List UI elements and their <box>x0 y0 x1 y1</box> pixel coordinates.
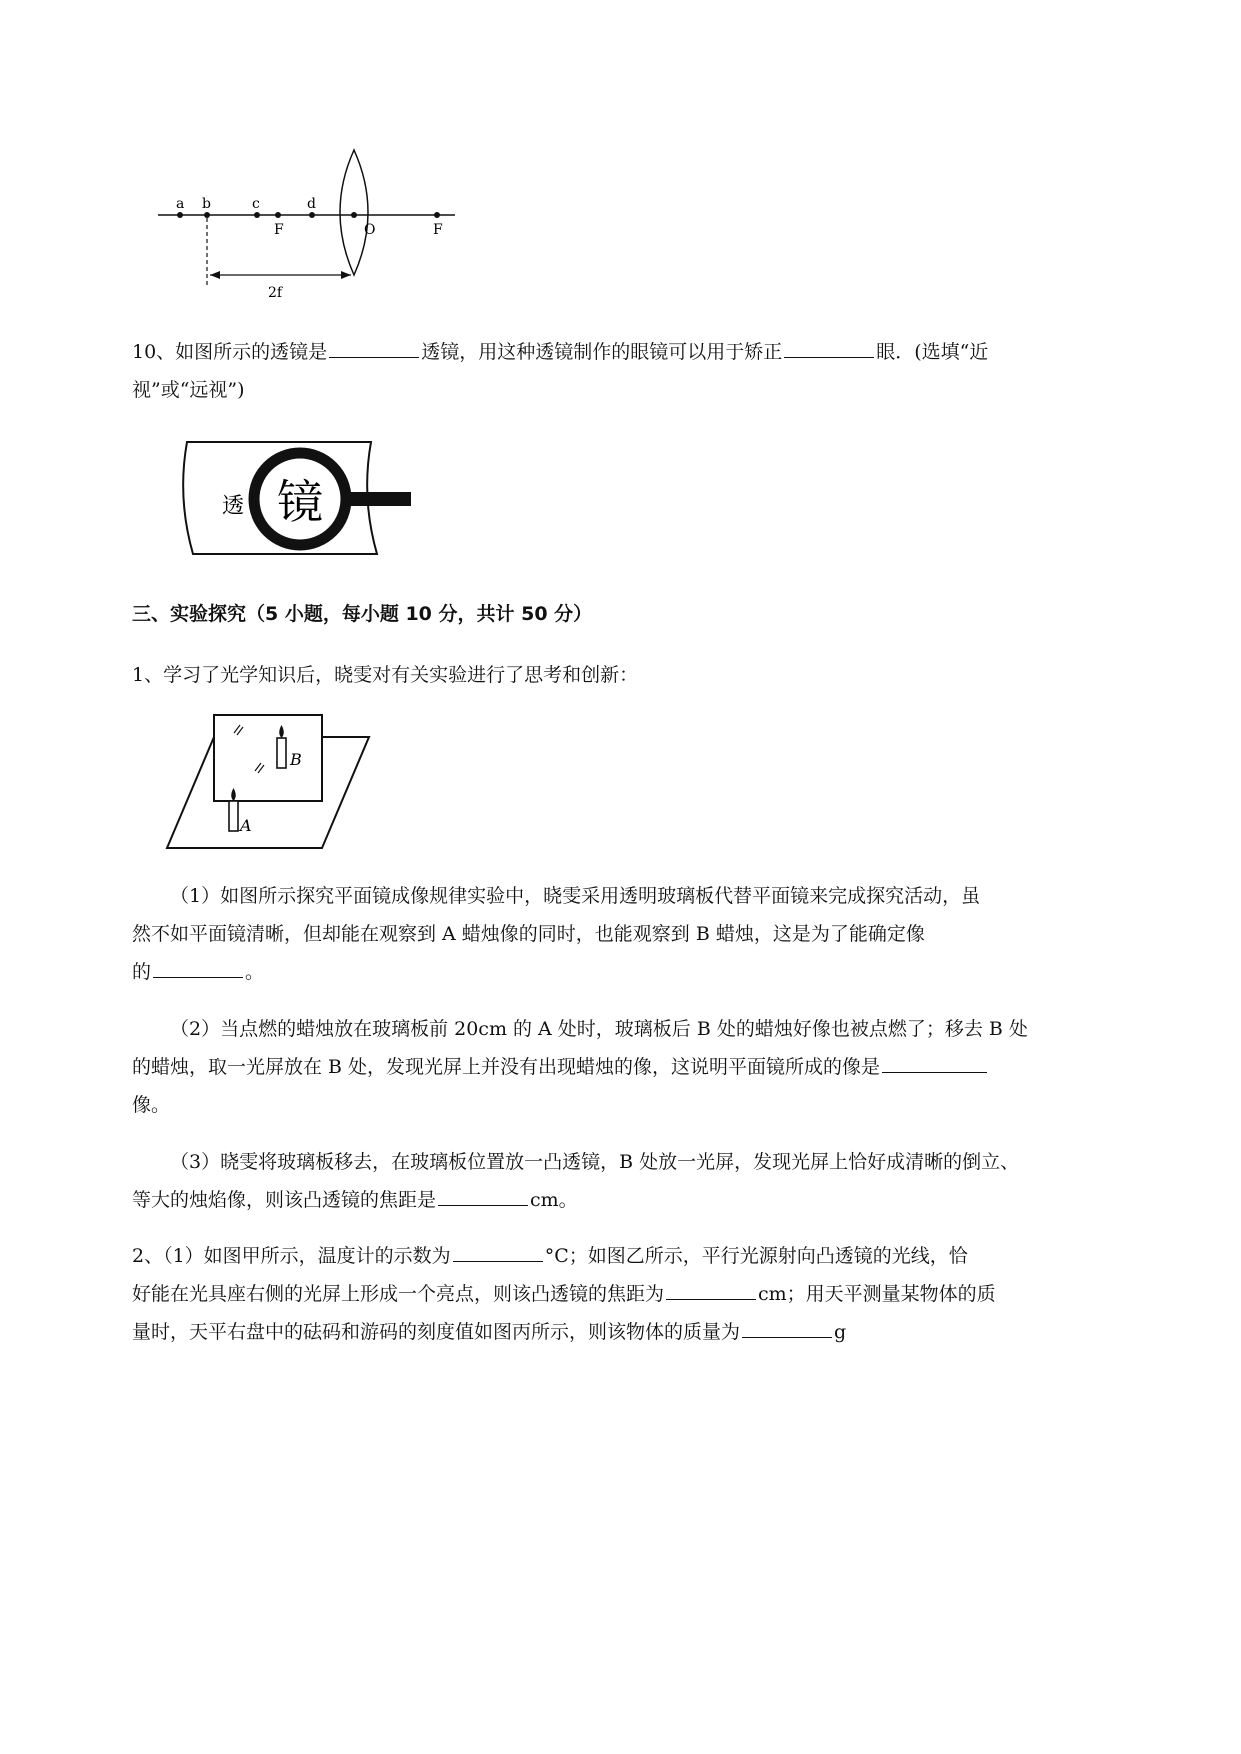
point-focus-right <box>434 212 440 218</box>
question-10-line-2: 视”或“远视”) <box>132 379 245 401</box>
point-a <box>177 212 183 218</box>
arrowhead-left <box>210 271 220 279</box>
question-2: 2、（1）如图甲所示，温度计的示数为 °C；如图乙所示，平行光源射向凸透镜的光线，恰 好能在光具座右侧的光屏上形成一个亮点，则该凸透镜的焦距为 cm；用天平测量某物体的质 量时，天平右盘中的砝码和游码的刻度值如图丙所示，则该物体的质量为 g <box>132 1237 1132 1351</box>
label-center: O <box>364 222 376 238</box>
label-a: a <box>176 196 185 212</box>
point-c <box>254 212 260 218</box>
label-b: b <box>202 196 211 212</box>
answer-blank[interactable] <box>784 335 874 358</box>
section-heading: 三、实验探究（5 小题，每小题 10 分，共计 50 分） <box>132 603 593 625</box>
answer-blank[interactable] <box>742 1315 832 1338</box>
answer-blank[interactable] <box>666 1277 756 1300</box>
point-b <box>204 212 210 218</box>
question-1-intro: 1、学习了光学知识后，晓雯对有关实验进行了思考和创新： <box>132 664 639 686</box>
paper-text: 透 <box>222 494 245 519</box>
point-focus-left <box>275 212 281 218</box>
question-10 <box>132 333 1132 409</box>
lens-axis-figure <box>150 145 470 305</box>
label-focus-left: F <box>274 222 284 238</box>
glass-plate <box>214 715 322 801</box>
answer-blank[interactable] <box>153 955 243 978</box>
candle-a-label: A <box>240 816 252 835</box>
label-2f: 2f <box>268 285 283 301</box>
question-1-part-1: （1）如图所示探究平面镜成像规律实验中，晓雯采用透明玻璃板代替平面镜来完成探究活动，虽 然不如平面镜清晰，但却能在观察到 A 蜡烛像的同时，也能观察到 B 蜡烛，这是为了能确定像 的 。 <box>132 885 981 983</box>
answer-blank[interactable] <box>329 335 419 358</box>
answer-blank[interactable] <box>438 1183 528 1206</box>
question-1-part-2: （2）当点燃的蜡烛放在玻璃板前 20cm 的 A 处时，玻璃板后 B 处的蜡烛好像也被点燃了；移去 B 处 的蜡烛，取一光屏放在 B 处，发现光屏上并没有出现蜡烛的像，这说明平面镜所成的像是 像。 <box>132 1018 1028 1116</box>
candle-b-label: B <box>290 750 302 769</box>
magnified-text: 镜 <box>277 475 323 529</box>
answer-blank[interactable] <box>453 1239 543 1262</box>
point-center <box>351 212 357 218</box>
candle-b <box>277 738 286 768</box>
point-d <box>309 212 315 218</box>
label-focus-right: F <box>433 222 443 238</box>
answer-blank[interactable] <box>882 1050 987 1073</box>
glass-plate-figure <box>162 713 377 853</box>
question-1-part-3: （3）晓雯将玻璃板移去，在玻璃板位置放一凸透镜，B 处放一光屏，发现光屏上恰好成清晰的倒立、 等大的烛焰像，则该凸透镜的焦距是 cm。 <box>132 1151 1020 1211</box>
label-d: d <box>307 196 316 212</box>
label-c: c <box>252 196 260 212</box>
question-10-line-1: 10、如图所示的透镜是 透镜，用这种透镜制作的眼镜可以用于矫正 眼．(选填“近 <box>132 333 1132 371</box>
arrowhead-right <box>341 271 351 279</box>
magnifier-figure <box>175 438 415 560</box>
candle-a <box>229 801 238 831</box>
